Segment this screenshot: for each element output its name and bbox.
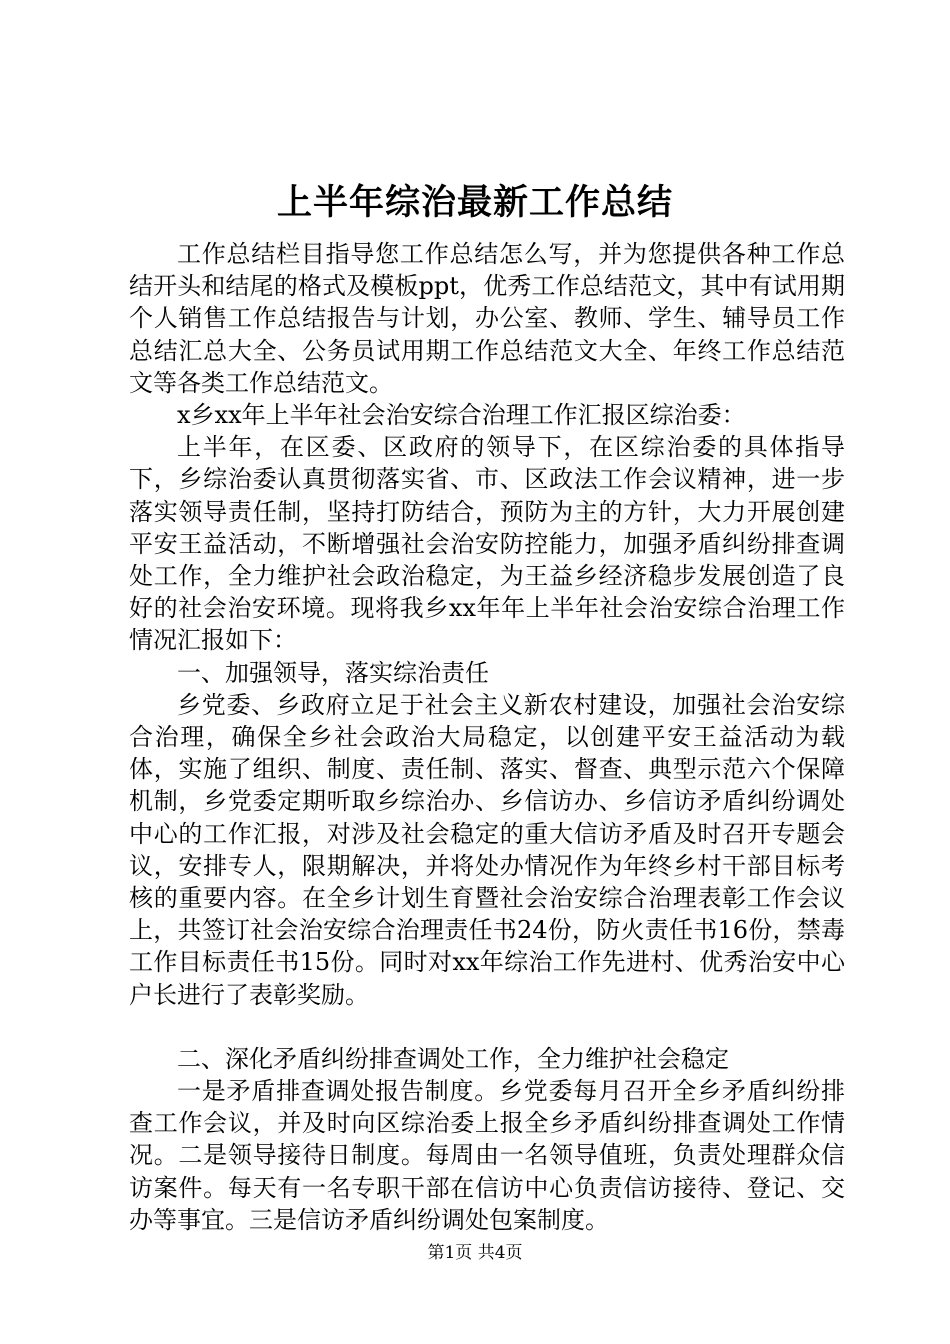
paragraph-intro: 工作总结栏目指导您工作总结怎么写，并为您提供各种工作总结开头和结尾的格式及模板ppt，优秀工作总结范文，其中有试用期个人销售工作总结报告与计划，办公室、教师、学生、辅导员工作总结汇总大全、公务员试用期工作总结范文大全、年终工作总结范文等各类工作总结范文。	[129, 240, 845, 397]
document-title: 上半年综治最新工作总结	[276, 182, 673, 223]
document-body	[129, 238, 845, 1236]
paragraph-section-1: 乡党委、乡政府立足于社会主义新农村建设，加强社会治安综合治理，确保全乡社会政治大局稳定，以创建平安王益活动为载体，实施了组织、制度、责任制、落实、督查、典型示范六个保障机制，乡党委定期听取乡综治办、乡信访办、乡信访矛盾纠纷调处中心的工作汇报，对涉及社会稳定的重大信访矛盾及时召开专题会议，安排专人，限期解决，并将处办情况作为年终乡村干部目标考核的重要内容。在全乡计划生育暨社会治安综合治理表彰工作会议上，共签订社会治安综合治理责任书24份，防火责任书16份，禁毒工作目标责任书15份。同时对xx年综治工作先进村、优秀治安中心户长进行了表彰奖励。	[129, 690, 845, 1009]
paragraph-report-heading: x乡xx年上半年社会治安综合治理工作汇报区综治委：	[177, 401, 746, 430]
section-heading-2: 二、深化矛盾纠纷排查调处工作，全力维护社会稳定	[177, 1044, 729, 1073]
page-number-footer: 第1页 共4页	[427, 1243, 523, 1263]
section-heading-1: 一、加强领导，落实综治责任	[177, 658, 489, 687]
paragraph-overview: 上半年，在区委、区政府的领导下，在区综治委的具体指导下，乡综治委认真贯彻落实省、市、区政法工作会议精神，进一步落实领导责任制，坚持打防结合，预防为主的方针，大力开展创建平安王益活动，不断增强社会治安防控能力，加强矛盾纠纷排查调处工作，全力维护社会政治稳定，为王益乡经济稳步发展创造了良好的社会治安环境。现将我乡xx年年上半年社会治安综合治理工作情况汇报如下：	[129, 433, 845, 655]
paragraph-section-2: 一是矛盾排查调处报告制度。乡党委每月召开全乡矛盾纠纷排查工作会议，并及时向区综治委上报全乡矛盾纠纷排查调处工作情况。二是领导接待日制度。每周由一名领导值班，负责处理群众信访案件。每天有一名专职干部在信访中心负责信访接待、登记、交办等事宜。三是信访矛盾纠纷调处包案制度。	[129, 1077, 845, 1234]
